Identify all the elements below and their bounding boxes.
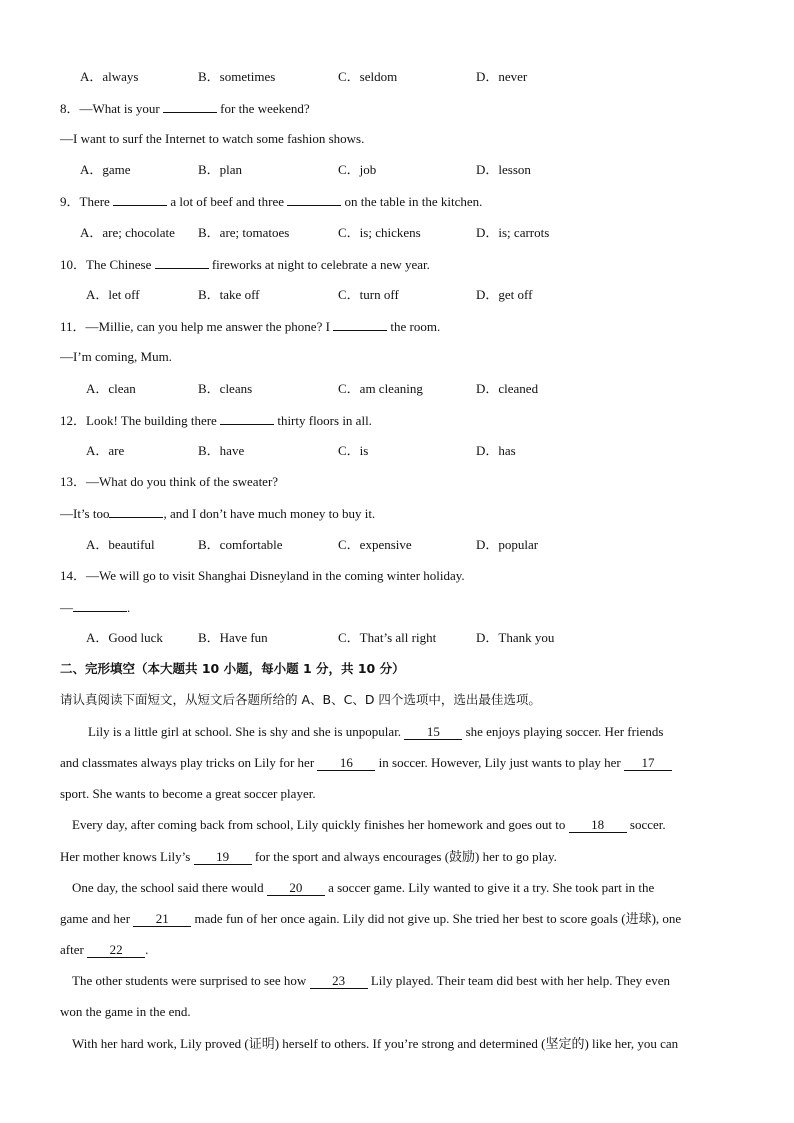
q8-stem-a: 8．—What is your [60, 101, 160, 116]
q13-option-d[interactable]: D．popular [476, 537, 539, 552]
q12-blank[interactable] [220, 412, 274, 425]
q8-option-b[interactable]: B．plan [198, 162, 243, 177]
passage-line-8 [60, 942, 148, 958]
passage-text: soccer. [629, 817, 666, 832]
q10-blank[interactable] [155, 256, 209, 269]
q10-stem-b: fireworks at night to celebrate a new year. [211, 257, 430, 272]
q10-option-c[interactable]: C．turn off [338, 287, 399, 302]
passage-text: in soccer. However, Lily just wants to play her [378, 755, 621, 770]
q9-blank-1[interactable] [113, 193, 167, 206]
cloze-blank-18[interactable]: 18 [569, 818, 627, 833]
q11-option-d[interactable]: D．cleaned [476, 381, 539, 396]
q7-option-a[interactable]: A．always [80, 69, 139, 84]
q8-option-a[interactable]: A．game [80, 162, 131, 177]
q12-option-a[interactable]: A．are [86, 443, 125, 458]
passage-text: a soccer game. Lily wanted to give it a try. She took part in the [328, 880, 655, 895]
q10-option-a[interactable]: A．let off [86, 287, 140, 302]
q10-stem [60, 256, 430, 273]
cloze-blank-21[interactable]: 21 [133, 912, 191, 927]
passage-text: Lily played. Their team did best with her help. They even [370, 973, 670, 988]
q8-reply: —I want to surf the Internet to watch some fashion shows. [60, 131, 365, 146]
q13-reply [60, 505, 375, 522]
passage-line-6 [72, 880, 654, 896]
q8-stem [60, 100, 310, 117]
q14-blank[interactable] [73, 599, 127, 612]
section-instruction: 请认真阅读下面短文，从短文后各题所给的 A、B、C、D 四个选项中，选出最佳选项。 [60, 692, 541, 707]
q10-option-d[interactable]: D．get off [476, 287, 533, 302]
cloze-blank-17[interactable]: 17 [624, 756, 672, 771]
passage-text: . [145, 942, 149, 957]
passage-line-10: won the game in the end. [60, 1004, 191, 1019]
q9-option-a[interactable]: A．are; chocolate [80, 225, 175, 240]
passage-line-1 [88, 724, 663, 740]
q12-option-c[interactable]: C．is [338, 443, 369, 458]
passage-text: made fun of her once again. Lily did not give up. She tried her best to score goals (进球), one [194, 911, 682, 926]
q11-stem-a: 11．—Millie, can you help me answer the phone? I [60, 319, 330, 334]
passage-line-3: sport. She wants to become a great soccer player. [60, 786, 316, 801]
q10-stem-a: 10．The Chinese [60, 257, 152, 272]
q13-blank[interactable] [109, 505, 163, 518]
q13-reply-b: , and I don’t have much money to buy it. [163, 506, 376, 521]
q9-option-d[interactable]: D．is; carrots [476, 225, 550, 240]
q7-option-c[interactable]: C．seldom [338, 69, 398, 84]
q12-stem [60, 412, 372, 429]
passage-text: One day, the school said there would [72, 880, 264, 895]
q11-option-c[interactable]: C．am cleaning [338, 381, 423, 396]
q8-option-c[interactable]: C．job [338, 162, 377, 177]
passage-line-9 [72, 973, 670, 989]
q8-option-d[interactable]: D．lesson [476, 162, 531, 177]
q8-stem-b: for the weekend? [220, 101, 310, 116]
q9-stem-c: on the table in the kitchen. [344, 194, 483, 209]
passage-line-11: With her hard work, Lily proved (证明) herself to others. If you’re strong and determined (坚定的) like her, you can [72, 1036, 679, 1051]
passage-text: and classmates always play tricks on Lily for her [60, 755, 315, 770]
q13-option-c[interactable]: C．expensive [338, 537, 412, 552]
q10-option-b[interactable]: B．take off [198, 287, 260, 302]
passage-text: Lily is a little girl at school. She is shy and she is unpopular. [88, 724, 402, 739]
q9-stem [60, 193, 482, 210]
q11-blank[interactable] [333, 318, 387, 331]
q14-option-b[interactable]: B．Have fun [198, 630, 268, 645]
q9-option-c[interactable]: C．is; chickens [338, 225, 421, 240]
q7-option-d[interactable]: D．never [476, 69, 528, 84]
q9-stem-b: a lot of beef and three [170, 194, 285, 209]
q11-option-b[interactable]: B．cleans [198, 381, 253, 396]
cloze-blank-22[interactable]: 22 [87, 943, 145, 958]
q14-option-c[interactable]: C．That’s all right [338, 630, 437, 645]
q12-stem-a: 12．Look! The building there [60, 413, 217, 428]
passage-text: she enjoys playing soccer. Her friends [465, 724, 664, 739]
q14-reply-a: — [60, 600, 73, 615]
q8-blank[interactable] [163, 100, 217, 113]
q12-option-d[interactable]: D．has [476, 443, 516, 458]
q11-option-a[interactable]: A．clean [86, 381, 136, 396]
q14-option-a[interactable]: A．Good luck [86, 630, 163, 645]
q9-blank-2[interactable] [287, 193, 341, 206]
q12-stem-b: thirty floors in all. [277, 413, 372, 428]
q14-option-d[interactable]: D．Thank you [476, 630, 555, 645]
passage-text: Her mother knows Lily’s [60, 849, 191, 864]
passage-text: Every day, after coming back from school, Lily quickly finishes her homework and goes out to [72, 817, 566, 832]
q13-reply-a: —It’s too [60, 506, 110, 521]
cloze-blank-15[interactable]: 15 [404, 725, 462, 740]
passage-line-5 [60, 849, 557, 865]
q13-option-a[interactable]: A．beautiful [86, 537, 155, 552]
q11-stem [60, 318, 440, 335]
passage-text: The other students were surprised to see how [72, 973, 307, 988]
q14-reply-b: . [127, 600, 131, 615]
passage-text: after [60, 942, 84, 957]
q9-option-b[interactable]: B．are; tomatoes [198, 225, 290, 240]
cloze-blank-19[interactable]: 19 [194, 850, 252, 865]
q11-stem-b: the room. [390, 319, 441, 334]
cloze-blank-23[interactable]: 23 [310, 974, 368, 989]
section-heading: 二、完形填空（本大题共 10 小题，每小题 1 分，共 10 分） [60, 661, 405, 676]
q13-stem: 13．—What do you think of the sweater? [60, 474, 279, 489]
q14-stem: 14．—We will go to visit Shanghai Disneyland in the coming winter holiday. [60, 568, 465, 583]
q11-reply: —I’m coming, Mum. [60, 349, 172, 364]
passage-text: for the sport and always encourages (鼓励) her to go play. [254, 849, 557, 864]
cloze-blank-20[interactable]: 20 [267, 881, 325, 896]
cloze-blank-16[interactable]: 16 [317, 756, 375, 771]
passage-line-2 [60, 755, 672, 771]
q7-option-b[interactable]: B．sometimes [198, 69, 276, 84]
q13-option-b[interactable]: B．comfortable [198, 537, 283, 552]
q14-reply [60, 599, 130, 616]
passage-line-4 [72, 817, 666, 833]
passage-line-7 [60, 911, 681, 927]
q9-stem-a: 9．There [60, 194, 110, 209]
q12-option-b[interactable]: B．have [198, 443, 245, 458]
passage-text: game and her [60, 911, 131, 926]
